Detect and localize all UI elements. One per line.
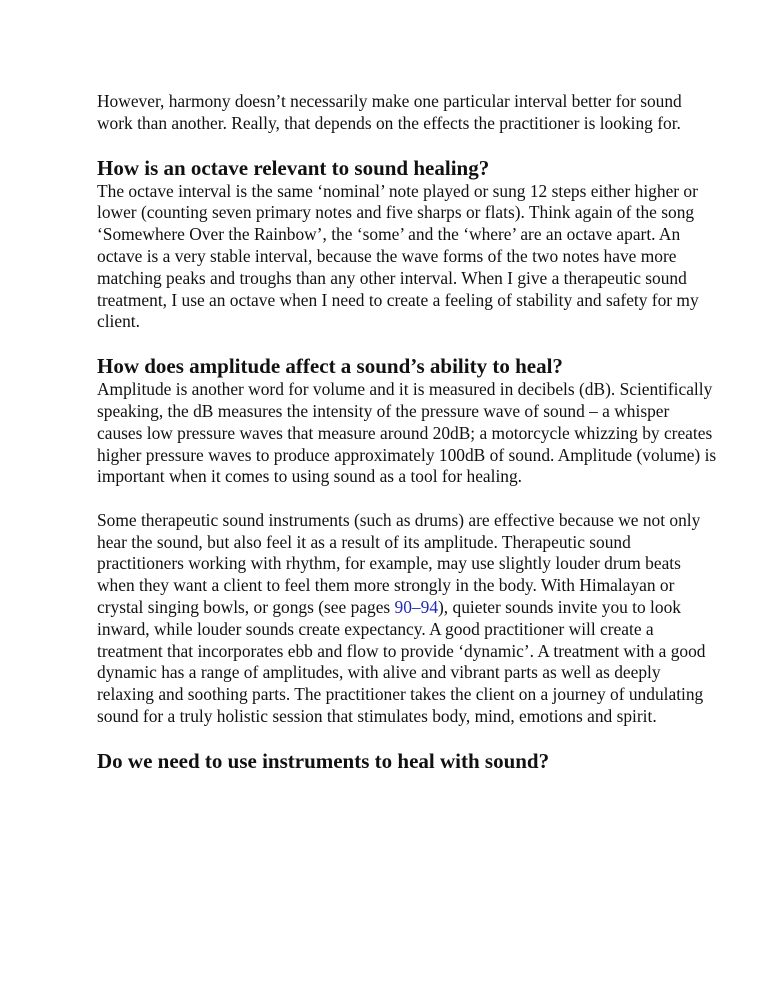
heading-octave: How is an octave relevant to sound healing?: [97, 155, 490, 180]
heading-instruments: Do we need to use instruments to heal with sound?: [97, 748, 550, 773]
page-range-dash: –: [411, 596, 421, 617]
page-link-90[interactable]: 90: [394, 596, 412, 617]
instruments-amplitude-paragraph: [97, 510, 717, 728]
octave-paragraph: The octave interval is the same ‘nominal’ note played or sung 12 steps either higher or lower (counting seven primary notes and five sharps or flats). Think again of the song ‘Somewhere Over the Rainbow’, the ‘some’ and the ‘where’ are an octave apart. An octave is a very stable interval, because the wave forms of the two notes have more matching peaks and troughs than any other interval. When I give a therapeutic sound treatment, I use an octave when I need to create a feeling of stability and safety for my client.: [97, 180, 699, 332]
amplitude-paragraph: Amplitude is another word for volume and it is measured in decibels (dB). Scientifically speaking, the dB measures the intensity of the pressure wave of sound – a whisper causes low pressure waves that measure around 20dB; a motorcycle whizzing by creates higher pressure waves to produce approximately 100dB of sound. Amplitude (volume) is important when it comes to using sound as a tool for healing.: [97, 379, 717, 487]
heading-amplitude: How does amplitude affect a sound’s ability to heal?: [97, 354, 563, 379]
page-link-94[interactable]: 94: [420, 596, 439, 617]
instruments-paragraph-text-before: Some therapeutic sound instruments (such as drums) are effective because we not only hear the sound, but also feel it as a result of its amplitude. Therapeutic sound practitioners working with rhythm, for example, may use slightly louder drum beats when they want a client to feel them more strongly in the body. With Himalayan or crystal singing bowls, or gongs (see pages: [97, 509, 701, 617]
intro-paragraph: However, harmony doesn’t necessarily make one particular interval better for sound work than another. Really, that depends on the effects the practitioner is looking for.: [97, 91, 682, 133]
page-content: [97, 91, 717, 774]
instruments-paragraph-text-after: ), quieter sounds invite you to look inward, while louder sounds create expectancy. A good practitioner will create a treatment that incorporates ebb and flow to provide ‘dynamic’. A treatment with a good dynamic has a range of amplitudes, with alive and vibrant parts as well as deeply relaxing and soothing parts. The practitioner takes the client on a journey of undulating sound for a truly holistic session that stimulates body, mind, emotions and spirit.: [97, 596, 706, 726]
